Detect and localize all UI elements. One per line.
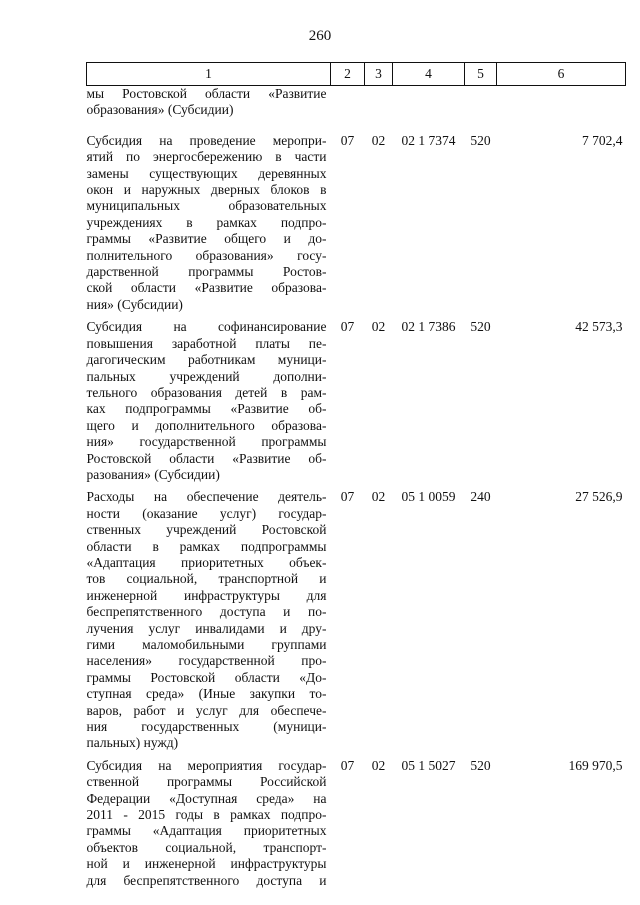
- text-line: инженерной инфраструктуры для: [86, 587, 327, 603]
- text-line: для беспрепятственного доступа и: [86, 872, 327, 888]
- text-line: граммы «Развитие общего и до-: [86, 231, 327, 247]
- text-line: замены существующих деревянных: [86, 165, 327, 181]
- text-line: разования» (Субсидии): [86, 466, 220, 482]
- text-line: объектов социальной, транспорт-: [86, 839, 327, 855]
- text-line: пальных) нужд): [86, 735, 179, 751]
- header-col-2: 2: [331, 63, 365, 86]
- cell-section: 07: [340, 757, 355, 773]
- cell-expense-type: 520: [470, 132, 491, 148]
- text-line: ступная среда» (Иные закупки то-: [86, 686, 327, 702]
- text-line: повышения заработной платы пе-: [86, 335, 327, 351]
- text-line: населения» государственной про-: [86, 653, 327, 669]
- row-description: [87, 86, 331, 133]
- table-header-row: [87, 63, 626, 86]
- text-line: ственной программы Российской: [86, 774, 327, 790]
- text-line: полнительного образования» госу-: [86, 247, 327, 263]
- text-line: ках подпрограммы «Развитие об-: [86, 401, 327, 417]
- row-description: [87, 319, 331, 489]
- cell-subsection: 02: [371, 132, 386, 148]
- table-row: [87, 319, 626, 489]
- text-line: Субсидия на мероприятия государ-: [86, 757, 327, 773]
- cell-expense-type: 240: [470, 489, 491, 505]
- cell-section: 07: [340, 132, 355, 148]
- text-line: учреждениях в рамках подпро-: [86, 214, 327, 230]
- text-line: беспрепятственного доступа и по-: [86, 604, 327, 620]
- text-line: 2011 - 2015 годы в рамках подпро-: [86, 807, 327, 823]
- page-number: 260: [308, 28, 332, 44]
- text-line: щего и дополнительного образова-: [86, 417, 327, 433]
- cell-amount: 169 970,5: [568, 757, 623, 773]
- text-line: ния государственных (муници-: [86, 719, 327, 735]
- cell-subsection: 02: [371, 489, 386, 505]
- text-line: ной и инженерной инфраструктуры: [86, 856, 327, 872]
- text-line: тельного образования детей в рам-: [86, 384, 327, 400]
- text-line: ственных учреждений Ростовской: [86, 522, 327, 538]
- cell-amount: 27 526,9: [575, 489, 623, 505]
- cell-section: 07: [340, 319, 355, 335]
- text-line: дарственной программы Ростов-: [86, 264, 327, 280]
- header-col-1: 1: [87, 63, 331, 86]
- text-line: ятий по энергосбережению в части: [86, 149, 327, 165]
- row-description: [87, 758, 331, 895]
- cell-section: 07: [340, 489, 355, 505]
- text-line: «Адаптация приоритетных объек-: [86, 554, 327, 570]
- header-col-3: 3: [365, 63, 393, 86]
- row-description: [87, 133, 331, 319]
- header-col-6: 6: [497, 63, 626, 86]
- text-line: Ростовской области «Развитие об-: [86, 450, 327, 466]
- table-row: [87, 133, 626, 319]
- text-line: тов социальной, транспортной и: [86, 571, 327, 587]
- text-line: дагогическим работникам муници-: [86, 352, 327, 368]
- text-line: мы Ростовской области «Развитие: [86, 86, 327, 101]
- header-col-5: 5: [465, 63, 497, 86]
- cell-target-item: 05 1 5027: [401, 757, 456, 773]
- table-row-continuation: [87, 86, 626, 133]
- text-line: Расходы на обеспечение деятель-: [86, 489, 327, 505]
- cell-target-item: 05 1 0059: [401, 489, 456, 505]
- text-line: граммы «Адаптация приоритетных: [86, 823, 327, 839]
- cell-amount: 42 573,3: [575, 319, 623, 335]
- cell-expense-type: 520: [470, 319, 491, 335]
- cell-subsection: 02: [371, 757, 386, 773]
- text-line: варов, работ и услуг для обеспече-: [86, 702, 327, 718]
- table-row: [87, 758, 626, 895]
- cell-expense-type: 520: [470, 757, 491, 773]
- text-line: ности (оказание услуг) государ-: [86, 505, 327, 521]
- cell-target-item: 02 1 7386: [401, 319, 456, 335]
- text-line: гими маломобильными группами: [86, 637, 327, 652]
- text-line: ния» (Субсидии): [86, 296, 183, 312]
- text-line: области в рамках подпрограммы: [86, 538, 327, 554]
- budget-table: [86, 62, 626, 895]
- text-line: лучения услуг инвалидами и дру-: [86, 620, 327, 636]
- table-row: [87, 489, 626, 758]
- text-line: пальных учреждений дополни-: [86, 368, 327, 384]
- text-line: Субсидия на софинансирование: [86, 319, 327, 335]
- text-line: Субсидия на проведение меропри-: [86, 132, 327, 148]
- text-line: ской области «Развитие образова-: [86, 280, 327, 296]
- text-line: муниципальных образовательных: [86, 198, 327, 214]
- text-line: Федерации «Доступная среда» на: [86, 790, 327, 806]
- cell-subsection: 02: [371, 319, 386, 335]
- text-line: образования» (Субсидии): [86, 102, 234, 118]
- text-line: ния» государственной программы: [86, 434, 327, 450]
- cell-amount: 7 702,4: [582, 132, 623, 148]
- text-line: окон и наружных дверных блоков в: [86, 182, 327, 198]
- row-description: [87, 489, 331, 758]
- text-line: граммы Ростовской области «До-: [86, 669, 327, 685]
- header-col-4: 4: [393, 63, 465, 86]
- cell-target-item: 02 1 7374: [401, 132, 456, 148]
